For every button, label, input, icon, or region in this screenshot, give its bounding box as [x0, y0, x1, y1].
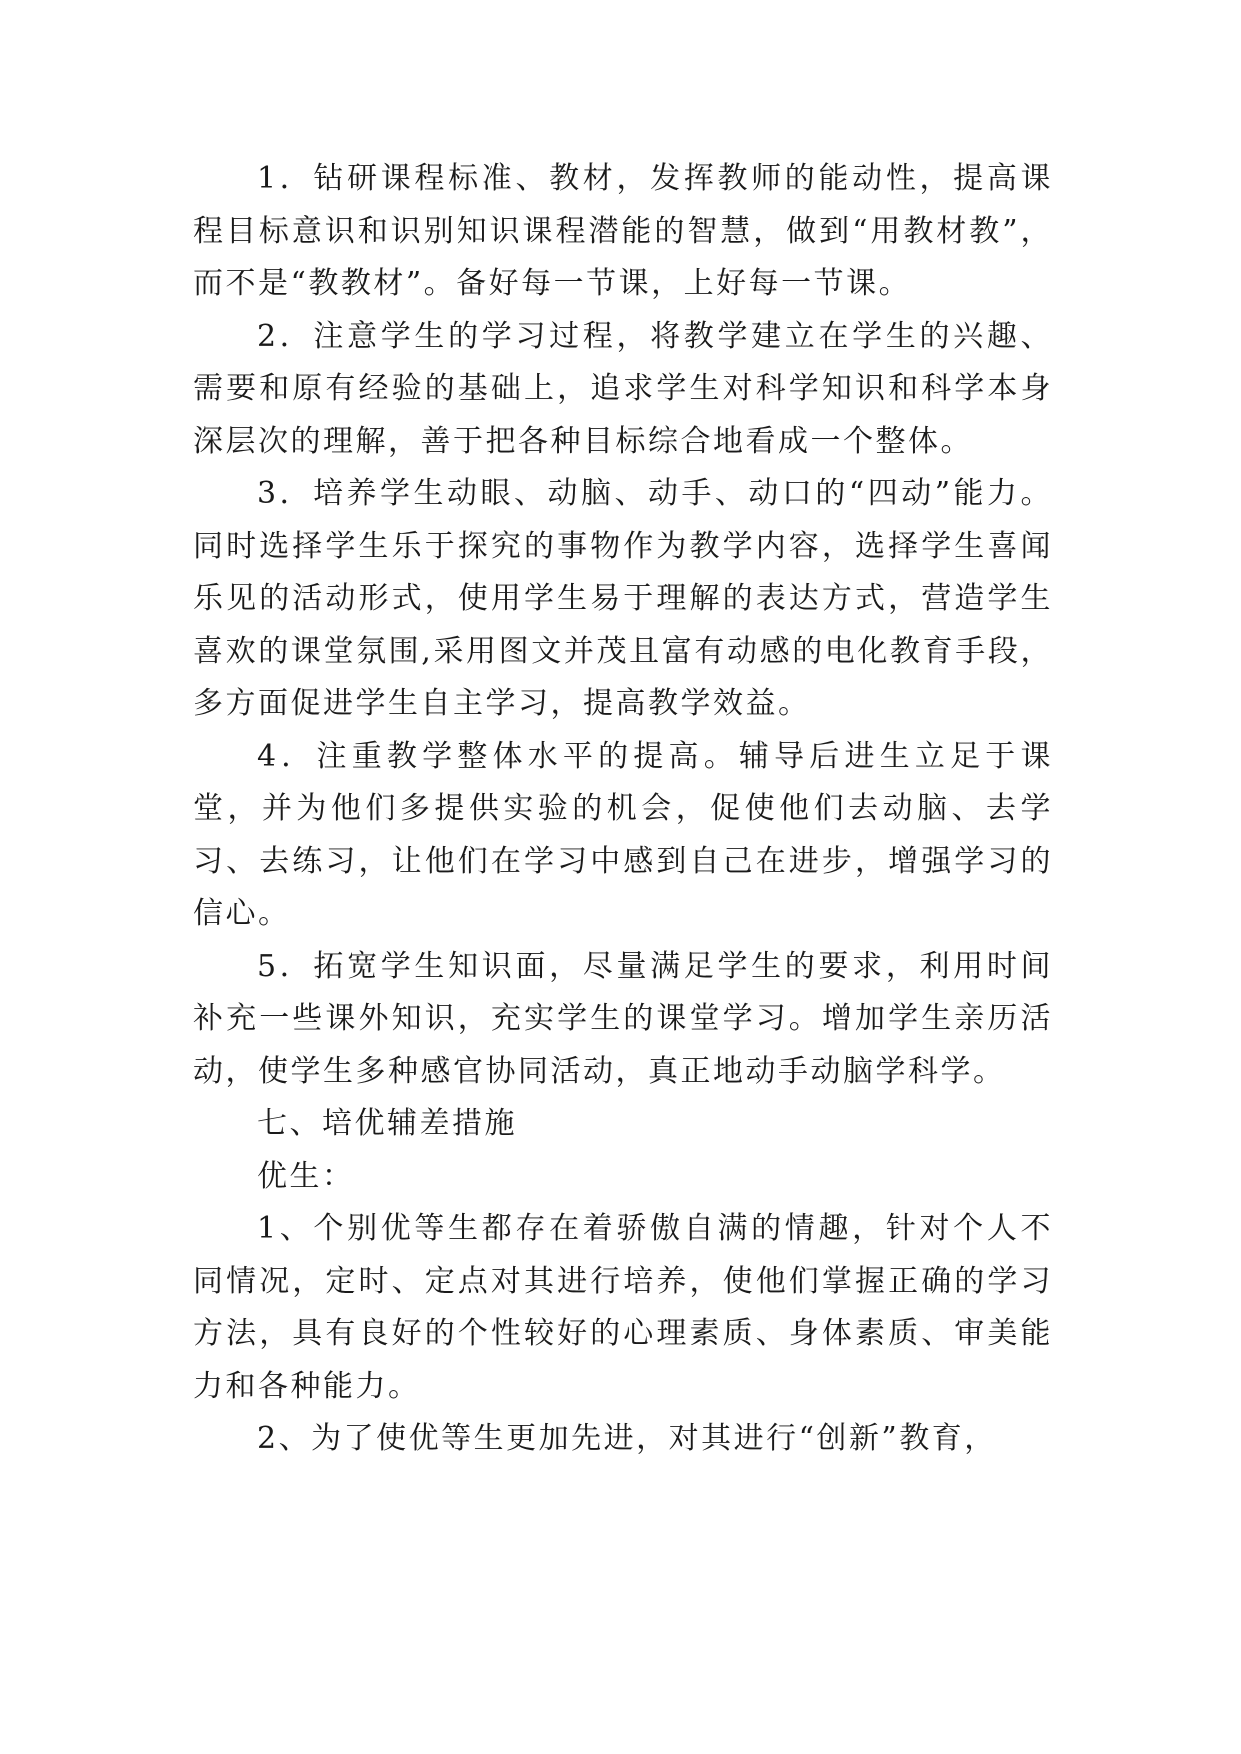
- measure-1: 1、个别优等生都存在着骄傲自满的情趣，针对个人不同情况，定时、定点对其进行培养，使他们掌握正确的学习方法，具有良好的个性较好的心理素质、身体素质、审美能力和各种能力。: [193, 1211, 1053, 1404]
- subheading: 优生：: [257, 1158, 355, 1194]
- paragraph-2: 2．注意学生的学习过程，将教学建立在学生的兴趣、需要和原有经验的基础上，追求学生对科学知识和科学本身深层次的理解，善于把各种目标综合地看成一个整体。: [193, 318, 1053, 459]
- paragraph-4: 4．注重教学整体水平的提高。辅导后进生立足于课堂，并为他们多提供实验的机会，促使他们去动脑、去学习、去练习，让他们在学习中感到自己在进步，增强学习的信心。: [193, 738, 1053, 931]
- measure-2: 2、为了使优等生更加先进，对其进行“创新”教育，: [257, 1421, 997, 1456]
- paragraph-3: 3．培养学生动眼、动脑、动手、动口的“四动”能力。同时选择学生乐于探究的事物作为教学内容，选择学生喜闻乐见的活动形式，使用学生易于理解的表达方式，营造学生喜欢的课堂氛围,采用图文并茂且富有动感的电化教育手段，多方面促进学生自主学习，提高教学效益。: [193, 476, 1053, 721]
- document-body: [193, 153, 1053, 1466]
- section-heading: 七、培优辅差措施: [257, 1106, 517, 1141]
- paragraph-5: 5．拓宽学生知识面，尽量满足学生的要求，利用时间补充一些课外知识，充实学生的课堂学习。增加学生亲历活动，使学生多种感官协同活动，真正地动手动脑学科学。: [193, 948, 1053, 1089]
- paragraph-1: 1．钻研课程标准、教材，发挥教师的能动性，提高课程目标意识和识别知识课程潜能的智慧，做到“用教材教”，而不是“教教材”。备好每一节课，上好每一节课。: [193, 161, 1053, 301]
